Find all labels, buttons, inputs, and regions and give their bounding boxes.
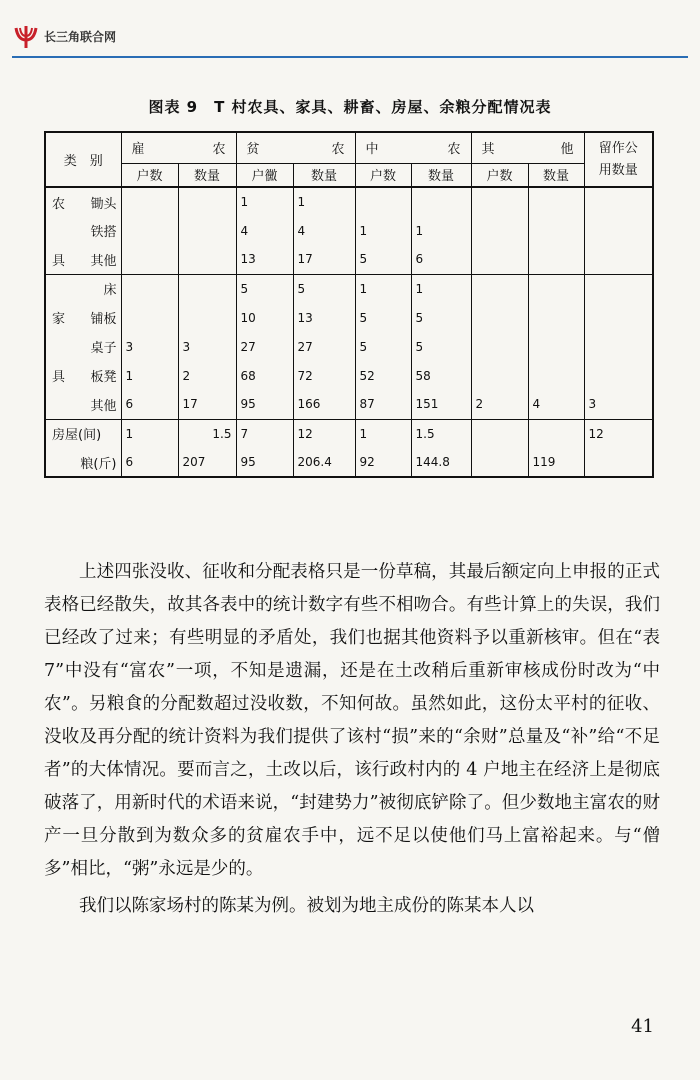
table-title: 图表 9 T 村农具、家具、耕畜、房屋、余粮分配情况表 bbox=[148, 98, 552, 116]
distribution-table bbox=[44, 131, 654, 478]
table-cell: 5 bbox=[236, 274, 293, 303]
row-item-label: 粮(斤) bbox=[45, 448, 121, 477]
table-cell: 6 bbox=[121, 448, 178, 477]
header-group-other: 其 他 bbox=[471, 132, 584, 163]
table-cell: 92 bbox=[355, 448, 411, 477]
table-cell: 6 bbox=[121, 390, 178, 419]
table-cell: 72 bbox=[293, 361, 355, 390]
table-cell: 7 bbox=[236, 419, 293, 448]
table-cell: 17 bbox=[178, 390, 236, 419]
table-cell bbox=[528, 419, 584, 448]
table-row bbox=[45, 332, 653, 361]
table-cell bbox=[584, 448, 653, 477]
table-cell bbox=[471, 419, 528, 448]
table-row bbox=[45, 419, 653, 448]
table-cell bbox=[178, 187, 236, 216]
header-reserve: 留作公 用数量 bbox=[584, 132, 653, 187]
table-cell: 13 bbox=[293, 303, 355, 332]
table-cell bbox=[121, 245, 178, 274]
table-cell bbox=[471, 274, 528, 303]
subheader-households: 户数 bbox=[121, 163, 178, 187]
paragraph: 我们以陈家场村的陈某为例。被划为地主成份的陈某本人以 bbox=[79, 896, 534, 916]
table-cell bbox=[528, 187, 584, 216]
subheader-households: 户黴 bbox=[236, 163, 293, 187]
table-cell: 87 bbox=[355, 390, 411, 419]
subheader-households: 户数 bbox=[355, 163, 411, 187]
table-cell: 3 bbox=[584, 390, 653, 419]
table-cell bbox=[411, 187, 471, 216]
category-gutter: 具 bbox=[45, 245, 71, 274]
table-cell: 4 bbox=[236, 216, 293, 245]
category-gutter bbox=[45, 216, 71, 245]
table-cell: 2 bbox=[178, 361, 236, 390]
table-cell bbox=[178, 216, 236, 245]
table-cell bbox=[121, 303, 178, 332]
subheader-quantity: 数量 bbox=[528, 163, 584, 187]
table-cell: 1 bbox=[121, 361, 178, 390]
row-item-label: 其他 bbox=[90, 398, 117, 414]
table-cell bbox=[471, 216, 528, 245]
table-cell: 3 bbox=[178, 332, 236, 361]
table-cell bbox=[178, 274, 236, 303]
table-cell bbox=[528, 245, 584, 274]
table-row bbox=[45, 303, 653, 332]
table-row bbox=[45, 390, 653, 419]
row-item-label: 桌子 bbox=[90, 341, 117, 356]
table-cell bbox=[584, 216, 653, 245]
category-gutter: 农 bbox=[45, 187, 71, 216]
table-cell bbox=[178, 245, 236, 274]
row-item-label: 铁搭 bbox=[90, 225, 117, 240]
row-item-label: 板凳 bbox=[90, 370, 117, 385]
table-cell: 1 bbox=[411, 216, 471, 245]
table-cell: 206.4 bbox=[293, 448, 355, 477]
table-cell: 1 bbox=[355, 216, 411, 245]
table-cell: 5 bbox=[411, 332, 471, 361]
row-item-label: 铺板 bbox=[90, 312, 117, 327]
header-group-poor: 贫 农 bbox=[236, 132, 355, 163]
table-cell: 58 bbox=[411, 361, 471, 390]
table-cell bbox=[121, 274, 178, 303]
table-cell: 27 bbox=[293, 332, 355, 361]
row-item-label: 房屋(间) bbox=[45, 419, 121, 448]
header-rule bbox=[12, 56, 688, 58]
category-gutter: 具 bbox=[45, 361, 71, 390]
table-cell bbox=[528, 332, 584, 361]
table-row bbox=[45, 448, 653, 477]
table-cell: 1 bbox=[121, 419, 178, 448]
table-cell bbox=[471, 187, 528, 216]
row-item-label: 床 bbox=[71, 274, 121, 303]
table-cell: 2 bbox=[471, 390, 528, 419]
subheader-quantity: 数量 bbox=[411, 163, 471, 187]
header-group-middle: 中 农 bbox=[355, 132, 471, 163]
table-cell: 1.5 bbox=[178, 419, 236, 448]
logo-text: 长三角联合网 bbox=[44, 29, 117, 44]
table-cell bbox=[471, 303, 528, 332]
header-group-hired: 雇 农 bbox=[121, 132, 236, 163]
table-cell bbox=[584, 303, 653, 332]
table-cell bbox=[121, 216, 178, 245]
table-cell: 5 bbox=[355, 245, 411, 274]
site-logo bbox=[12, 22, 116, 50]
table-cell: 144.8 bbox=[411, 448, 471, 477]
table-cell: 1 bbox=[411, 274, 471, 303]
table-cell: 5 bbox=[293, 274, 355, 303]
table-cell: 95 bbox=[236, 448, 293, 477]
row-item-label: 其他 bbox=[90, 253, 117, 269]
table-cell: 13 bbox=[236, 245, 293, 274]
table-cell: 6 bbox=[411, 245, 471, 274]
table-cell bbox=[471, 448, 528, 477]
row-item-label: 锄头 bbox=[71, 187, 121, 216]
table-cell: 1 bbox=[355, 274, 411, 303]
table-cell bbox=[528, 274, 584, 303]
table-cell bbox=[355, 187, 411, 216]
table-cell: 5 bbox=[355, 332, 411, 361]
table-cell: 27 bbox=[236, 332, 293, 361]
paragraph: 上述四张没收、征收和分配表格只是一份草稿，其最后额定向上申报的正式表格已经散失，故其各表中的统计数字有些不相吻合。有些计算上的失误，我们已经改了过来；有些明显的矛盾处，我们也据其他资料予以重新核审。但在“表 7”中没有“富农”一项，不知是遗漏，还是在土改稍后重新审核成份时改为“中农”。另粮食的分配数超过没收数，不知何故。虽然如此，这份太平村的征收、没收及再分配的统计资料为我们提供了该村“损”来的“余财”总量及“补”给“不足者”的大体情况。要而言之，土改以后，该行政村内的 4 户地主在经济上是彻底破落了，用新时代的术语来说，“封建势力”被彻底铲除了。但少数地主富农的财产一旦分散到为数众多的贫雇农手中，远不足以使他们马上富裕起来。与“僧多”相比，“粥”永远是少的。 bbox=[44, 562, 660, 879]
table-cell: 1.5 bbox=[411, 419, 471, 448]
table-cell bbox=[178, 303, 236, 332]
page-number: 41 bbox=[631, 1016, 654, 1037]
table-cell: 5 bbox=[355, 303, 411, 332]
table-cell: 52 bbox=[355, 361, 411, 390]
table-cell: 1 bbox=[355, 419, 411, 448]
table-row bbox=[45, 274, 653, 303]
table-cell bbox=[584, 187, 653, 216]
table-cell: 151 bbox=[411, 390, 471, 419]
logo-icon bbox=[12, 22, 40, 50]
table-row bbox=[45, 216, 653, 245]
table-cell bbox=[528, 361, 584, 390]
table-row bbox=[45, 245, 653, 274]
table-cell: 5 bbox=[411, 303, 471, 332]
table-cell bbox=[471, 332, 528, 361]
table-cell: 68 bbox=[236, 361, 293, 390]
table-row bbox=[45, 187, 653, 216]
header-category: 类 别 bbox=[45, 132, 121, 187]
table-cell: 1 bbox=[293, 187, 355, 216]
category-gutter: 家 bbox=[45, 303, 71, 332]
table-cell: 4 bbox=[293, 216, 355, 245]
table-cell: 166 bbox=[293, 390, 355, 419]
table-cell: 3 bbox=[121, 332, 178, 361]
table-cell bbox=[584, 245, 653, 274]
subheader-quantity: 数量 bbox=[178, 163, 236, 187]
body-text bbox=[44, 556, 660, 923]
category-gutter bbox=[45, 274, 71, 303]
table-cell bbox=[584, 332, 653, 361]
table-cell: 207 bbox=[178, 448, 236, 477]
table-cell bbox=[528, 216, 584, 245]
table-cell: 10 bbox=[236, 303, 293, 332]
category-gutter bbox=[45, 332, 71, 361]
subheader-quantity: 数量 bbox=[293, 163, 355, 187]
table-cell bbox=[121, 187, 178, 216]
table-cell bbox=[584, 361, 653, 390]
table-cell: 1 bbox=[236, 187, 293, 216]
table-cell: 95 bbox=[236, 390, 293, 419]
table-cell: 119 bbox=[528, 448, 584, 477]
category-gutter bbox=[45, 390, 71, 419]
table-cell bbox=[584, 274, 653, 303]
table-cell bbox=[471, 361, 528, 390]
table-cell bbox=[528, 303, 584, 332]
table-cell: 17 bbox=[293, 245, 355, 274]
table-cell: 12 bbox=[293, 419, 355, 448]
subheader-households: 户数 bbox=[471, 163, 528, 187]
table-cell: 4 bbox=[528, 390, 584, 419]
table-cell bbox=[471, 245, 528, 274]
table-cell: 12 bbox=[584, 419, 653, 448]
table-row bbox=[45, 361, 653, 390]
